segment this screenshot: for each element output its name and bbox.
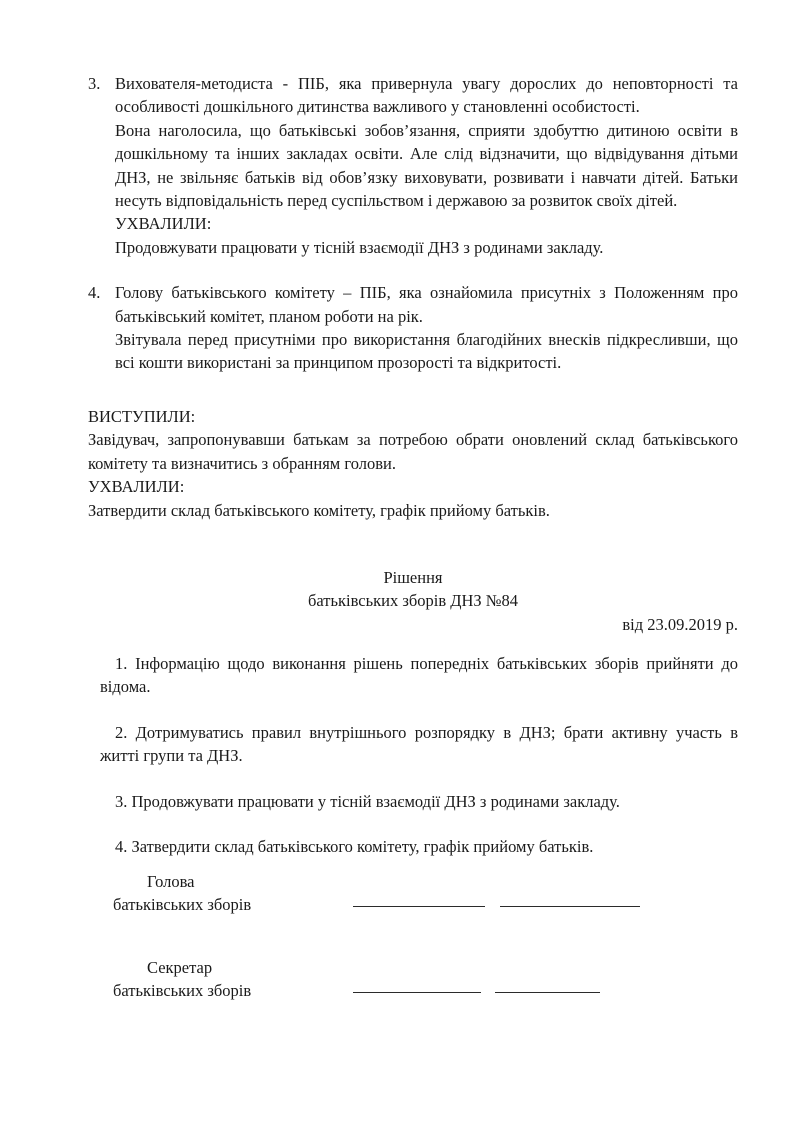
signature-line-name[interactable] <box>353 992 481 993</box>
signature-body-chair: батьківських зборів <box>113 895 252 915</box>
decision-item-2: 2. Дотримуватись правил внутрішнього розпорядку в ДНЗ; брати активну участь в житті групи та ДНЗ. <box>100 722 738 766</box>
decision-item-4: 4. Затвердити склад батьківського комітету, графік прийому батьків. <box>115 837 594 857</box>
signature-lines-chair <box>353 906 733 920</box>
signature-body-secretary: батьківських зборів <box>113 981 252 1001</box>
speeches-section <box>88 405 738 522</box>
signature-role-secretary: Секретар <box>147 958 213 977</box>
signature-block <box>113 870 738 1040</box>
signature-lines-secretary <box>353 992 733 1006</box>
speeches-resolved-text: Затвердити склад батьківського комітету, графік прийому батьків. <box>88 500 550 520</box>
signature-role-chair: Голова <box>147 872 195 891</box>
minutes-item-4-paragraph-2: Звітувала перед присутніми про використання благодійних внесків підкресливши, що всі кошти використані за принципом прозорості та відкритості. <box>115 330 738 373</box>
signature-row-secretary <box>113 956 738 1040</box>
minutes-item-3-paragraph-1: Вихователя-методиста - ПІБ, яка привернула увагу дорослих до неповторності та особливості дошкільного дитинства важливого у становленні особистості. <box>115 74 738 117</box>
speeches-text: Завідувач, запропонувавши батькам за потребою обрати оновлений склад батьківського комітету та визначитись з обранням голови. <box>88 430 738 473</box>
signature-line-signature[interactable] <box>500 906 640 907</box>
decision-date: від 23.09.2019 р. <box>622 615 738 634</box>
decision-items <box>100 652 738 858</box>
signature-line-name[interactable] <box>353 906 485 907</box>
signature-row-chair <box>113 870 738 954</box>
decision-item-3: 3. Продовжувати працювати у тісній взаємодії ДНЗ з родинами закладу. <box>115 791 620 811</box>
minutes-item-3-resolved-text: Продовжувати працювати у тісній взаємодії ДНЗ з родинами закладу. <box>115 237 604 257</box>
spacer <box>88 259 738 281</box>
speeches-resolved-heading: УХВАЛИЛИ: <box>88 477 185 497</box>
minutes-item-4 <box>88 281 738 375</box>
minutes-item-3-paragraph-2: Вона наголосила, що батьківські зобов’язання, сприяти здобуттю дитиною освіти в дошкільному та інших закладах освіти. Але слід відзначити, що відвідування дітьми ДНЗ, не звільняє батьків від обов’язку виховувати, розвивати і навчати дітей. Батьки несуть відповідальність перед суспільством і державою за розвиток своїх дітей. <box>115 120 738 211</box>
list-marker: 4. <box>88 283 101 303</box>
minutes-body <box>88 72 738 522</box>
list-marker: 3. <box>88 74 101 93</box>
spacer <box>88 375 738 405</box>
signature-line-signature[interactable] <box>495 992 600 993</box>
minutes-item-4-paragraph-1: Голову батьківського комітету – ПІБ, яка ознайомила присутніх з Положенням про батьківський комітет, планом роботи на рік. <box>115 283 738 326</box>
decision-heading <box>88 566 738 613</box>
decision-subtitle: батьківських зборів ДНЗ №84 <box>307 591 519 611</box>
decision-item-1: 1. Інформацію щодо виконання рішень попередніх батьківських зборів прийняти до відома. <box>100 654 738 697</box>
minutes-item-3 <box>88 72 738 259</box>
decision-title: Рішення <box>383 568 443 587</box>
minutes-item-3-resolved-heading: УХВАЛИЛИ: <box>115 214 212 234</box>
speeches-heading: ВИСТУПИЛИ: <box>88 406 196 426</box>
